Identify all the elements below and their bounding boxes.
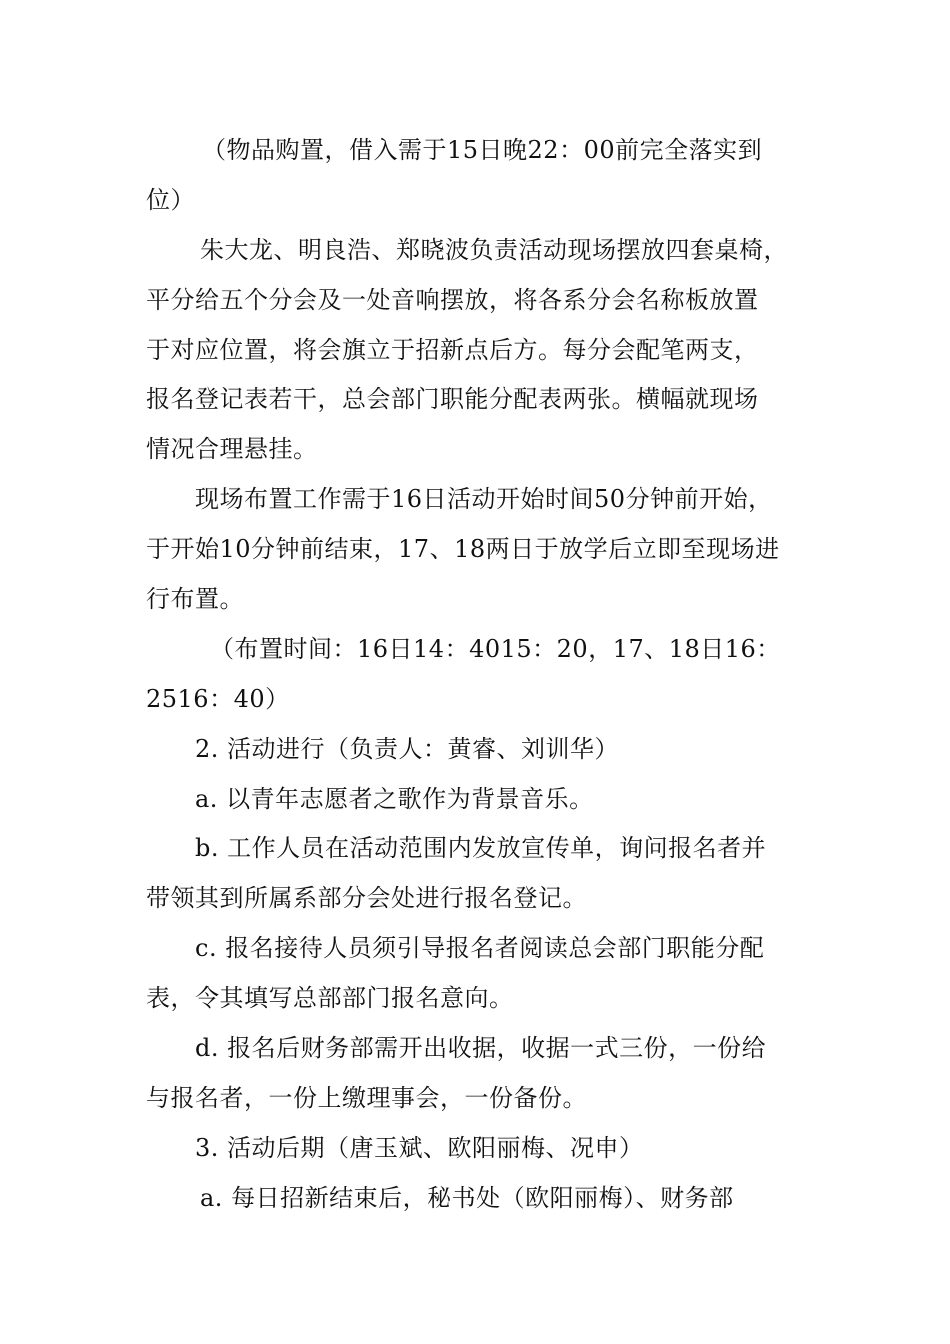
text-line: 带领其到所属系部分会处进行报名登记。	[146, 884, 587, 912]
list-item: a. 以青年志愿者之歌作为背景音乐。	[195, 785, 594, 813]
text-line: 于开始10分钟前结束，17、18两日于放学后立即至现场进	[146, 535, 780, 563]
text-line: 报名登记表若干，总会部门职能分配表两张。横幅就现场	[146, 385, 759, 413]
text-line: 于对应位置，将会旗立于招新点后方。每分会配笔两支，	[146, 336, 759, 364]
text-line: 位）	[146, 186, 195, 214]
text-line: 朱大龙、明良浩、郑晓波负责活动现场摆放四套桌椅，	[200, 236, 788, 264]
list-item: d. 报名后财务部需开出收据，收据一式三份，一份给	[195, 1034, 767, 1062]
text-line: 情况合理悬挂。	[146, 435, 318, 463]
text-line: 行布置。	[146, 585, 244, 613]
text-line: 与报名者，一份上缴理事会，一份备份。	[146, 1084, 587, 1112]
text-line: 2516：40）	[146, 685, 290, 713]
text-line: 平分给五个分会及一处音响摆放，将各系分会名称板放置	[146, 286, 759, 314]
list-item: a. 每日招新结束后，秘书处（欧阳丽梅）、财务部	[200, 1184, 734, 1212]
list-item: b. 工作人员在活动范围内发放宣传单，询问报名者并	[195, 834, 767, 862]
text-line: 现场布置工作需于16日活动开始时间50分钟前开始，	[195, 485, 773, 513]
section-heading: 3. 活动后期（唐玉斌、欧阳丽梅、况申）	[195, 1134, 644, 1162]
text-line: （物品购置，借入需于15日晚22：00前完全落实到	[202, 136, 763, 164]
list-item: c. 报名接待人员须引导报名者阅读总会部门职能分配	[195, 934, 765, 962]
text-line: 表，令其填写总部部门报名意向。	[146, 984, 514, 1012]
section-heading: 2. 活动进行（负责人：黄睿、刘训华）	[195, 735, 620, 763]
text-line: （布置时间：16日14：4015：20，17、18日16：	[210, 635, 781, 663]
